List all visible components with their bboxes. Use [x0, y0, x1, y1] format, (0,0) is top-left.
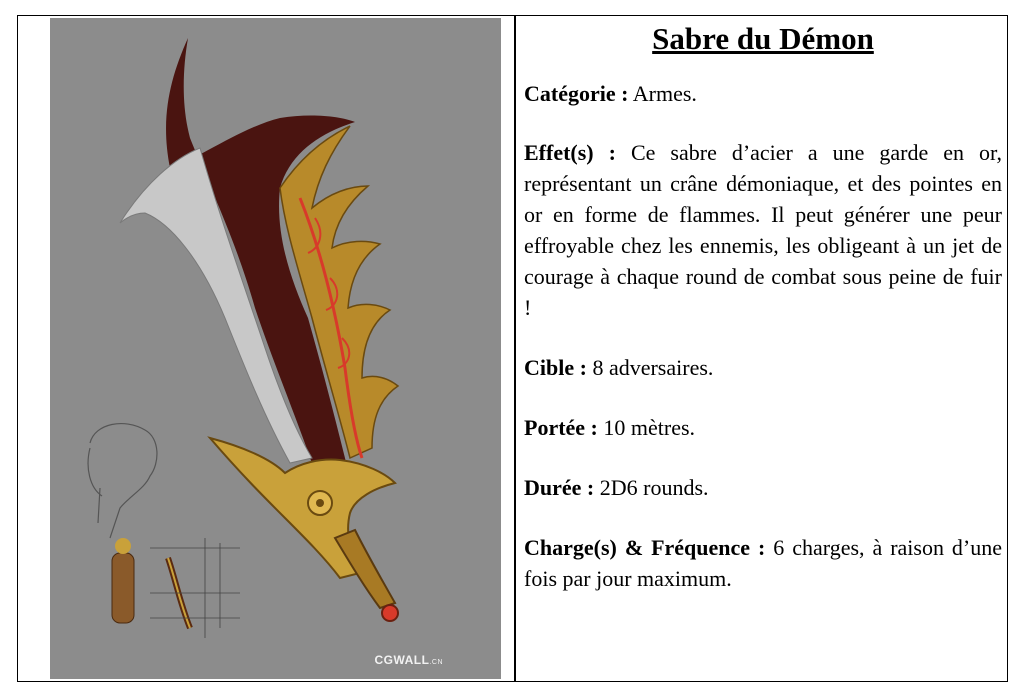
- item-card: [17, 15, 1008, 682]
- field-categorie: Catégorie : Armes.: [524, 80, 697, 106]
- description-column: [524, 16, 1002, 681]
- page-title: Sabre du Démon: [652, 21, 874, 56]
- field-effets: Effet(s) : Ce sabre d’acier a une garde en or, représentant un crâne démoniaque, et des pointes en or en forme de flammes. Il peut générer une peur effroyable chez les ennemis, les obligeant à un jet de courage à chaque round de combat sous peine de fuir !: [524, 139, 1002, 320]
- column-divider: [514, 16, 516, 681]
- weapon-illustration: [50, 18, 501, 679]
- demon-sabre-image: [50, 18, 501, 679]
- field-duree: Durée : 2D6 rounds.: [524, 474, 709, 500]
- field-cible: Cible : 8 adversaires.: [524, 354, 714, 380]
- field-charges: Charge(s) & Fréquence : 6 charges, à raison d’une fois par jour maximum.: [524, 534, 1002, 591]
- cgwall-watermark: CGWALL.CN: [374, 653, 443, 667]
- field-portee: Portée : 10 mètres.: [524, 414, 696, 440]
